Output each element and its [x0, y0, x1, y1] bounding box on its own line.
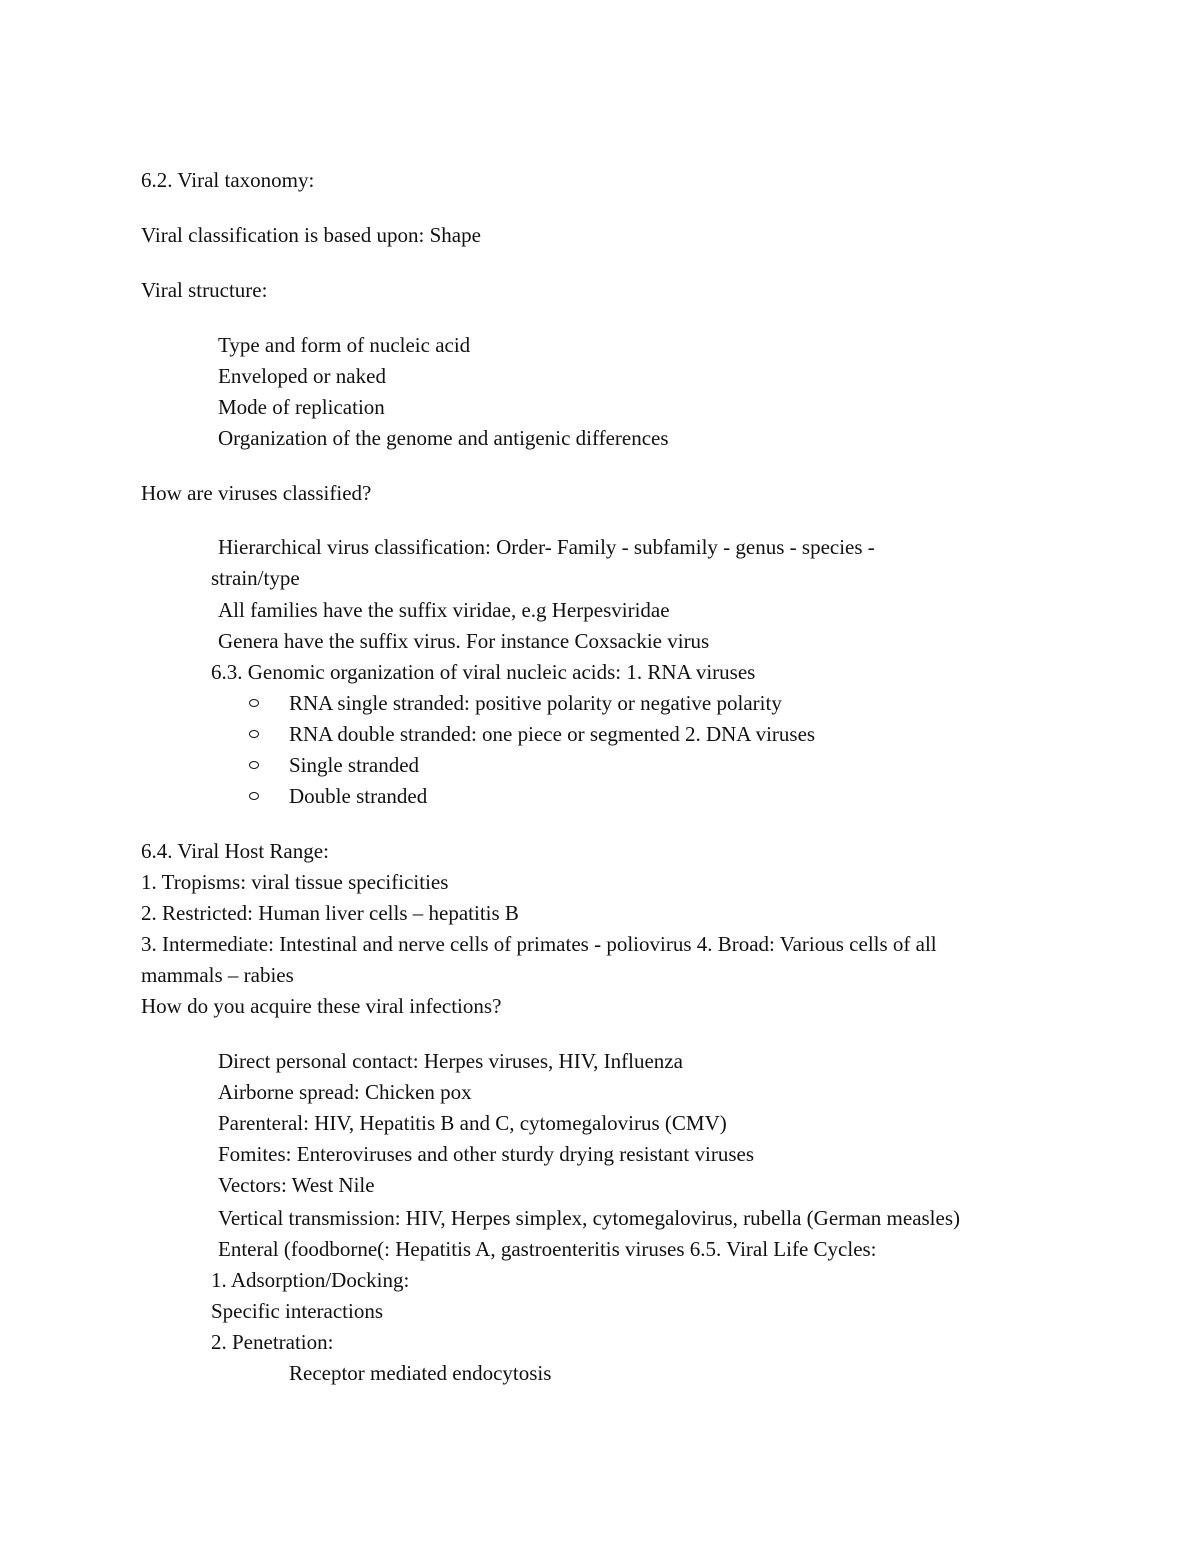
structure-item: Mode of replication — [218, 395, 385, 419]
section-heading-host-range: 6.4. Viral Host Range: — [141, 839, 329, 863]
host-range-item: 2. Restricted: Human liver cells – hepatitis B — [141, 901, 519, 925]
hollow-circle-bullet-icon — [249, 761, 259, 769]
bullet-item: RNA double stranded: one piece or segmented 2. DNA viruses — [289, 722, 816, 746]
structure-item: Type and form of nucleic acid — [218, 333, 471, 357]
life-cycle-step-detail: Specific interactions — [211, 1299, 384, 1323]
transmission-route: Enteral (foodborne(: Hepatitis A, gastroenteritis viruses 6.5. Viral Life Cycles: — [218, 1237, 877, 1261]
transmission-route: Vectors: West Nile — [218, 1173, 375, 1197]
host-range-item: 1. Tropisms: viral tissue specificities — [141, 870, 449, 894]
genera-suffix-line: Genera have the suffix virus. For instance Coxsackie virus — [218, 629, 710, 653]
section-heading-viral-taxonomy: 6.2. Viral taxonomy: — [141, 168, 315, 192]
classification-basis-line: Viral classification is based upon: Shape — [141, 223, 481, 247]
acquisition-question: How do you acquire these viral infections? — [141, 994, 502, 1018]
host-range-item-continued: mammals – rabies — [141, 963, 294, 987]
hierarchy-line: Hierarchical virus classification: Order- Family - subfamily - genus - species - — [218, 535, 875, 559]
bullet-item: Single stranded — [289, 753, 420, 777]
transmission-route: Direct personal contact: Herpes viruses, HIV, Influenza — [218, 1049, 683, 1073]
transmission-route: Parenteral: HIV, Hepatitis B and C, cytomegalovirus (CMV) — [218, 1111, 727, 1135]
host-range-item: 3. Intermediate: Intestinal and nerve cells of primates - poliovirus 4. Broad: Various cells of all — [141, 932, 937, 956]
structure-item: Enveloped or naked — [218, 364, 386, 388]
section-heading-genomic-organization: 6.3. Genomic organization of viral nucleic acids: 1. RNA viruses — [211, 660, 756, 684]
transmission-route: Airborne spread: Chicken pox — [218, 1080, 472, 1104]
hierarchy-line-continued: strain/type — [211, 566, 300, 590]
hollow-circle-bullet-icon — [249, 730, 259, 738]
viral-structure-heading: Viral structure: — [141, 278, 268, 302]
life-cycle-step: 1. Adsorption/Docking: — [211, 1268, 410, 1292]
hollow-circle-bullet-icon — [249, 699, 259, 707]
classification-question: How are viruses classified? — [141, 481, 372, 505]
transmission-route: Fomites: Enteroviruses and other sturdy drying resistant viruses — [218, 1142, 755, 1166]
transmission-route: Vertical transmission: HIV, Herpes simplex, cytomegalovirus, rubella (German measles) — [218, 1206, 961, 1230]
life-cycle-step-detail: Receptor mediated endocytosis — [289, 1361, 552, 1385]
life-cycle-step: 2. Penetration: — [211, 1330, 334, 1354]
bullet-item: RNA single stranded: positive polarity or negative polarity — [289, 691, 782, 715]
hollow-circle-bullet-icon — [249, 792, 259, 800]
families-suffix-line: All families have the suffix viridae, e.g Herpesviridae — [218, 598, 670, 622]
structure-item: Organization of the genome and antigenic differences — [218, 426, 669, 450]
bullet-item: Double stranded — [289, 784, 428, 808]
